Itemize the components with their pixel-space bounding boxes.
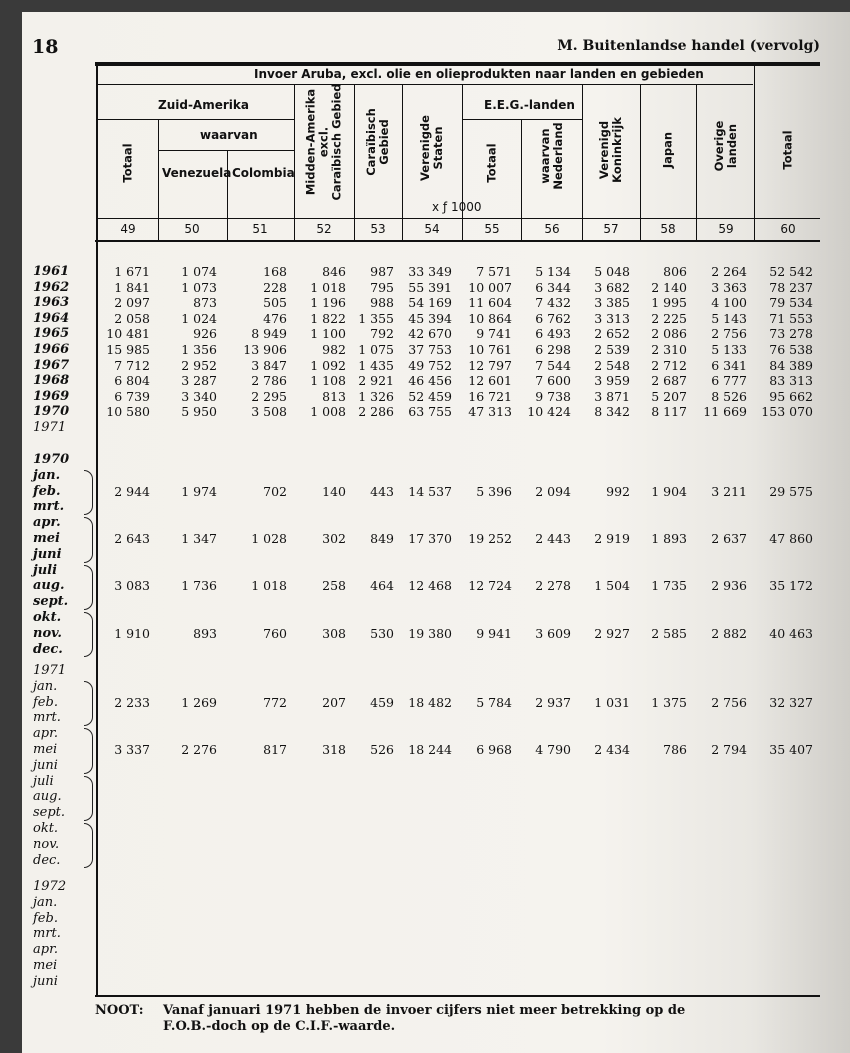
- column-number: 52: [316, 222, 332, 236]
- month-label: jan.: [33, 894, 58, 910]
- page-number: 18: [32, 36, 59, 58]
- table-cell: 3 337: [114, 742, 150, 757]
- table-cell: 3 083: [114, 578, 150, 594]
- table-cell: 3 363: [711, 279, 747, 295]
- month-label: nov.: [33, 625, 62, 641]
- table-cell: 2 233: [114, 694, 150, 710]
- month-label: apr.: [33, 515, 61, 531]
- table-cell: 2 637: [711, 531, 747, 546]
- table-cell: 760: [263, 625, 287, 641]
- note-line-1: Vanaf januari 1971 hebben de invoer cijfers niet meer betrekking op de: [163, 1003, 686, 1018]
- column-number: 58: [660, 222, 676, 236]
- table-cell: 3 847: [251, 357, 287, 373]
- table-cell: 5 133: [711, 342, 747, 357]
- table-cell: 2 937: [535, 694, 571, 710]
- table-cell: 1 904: [651, 483, 687, 499]
- table-cell: 2 756: [711, 694, 747, 710]
- column-number: 49: [120, 222, 136, 236]
- month-label: feb.: [33, 910, 58, 926]
- table-cell: 7 544: [535, 357, 571, 373]
- table-cell: 1 435: [358, 357, 394, 373]
- month-label: juli: [33, 773, 54, 789]
- table-cell: 1 196: [310, 295, 346, 311]
- table-cell: 873: [193, 295, 217, 311]
- table-cell: 2 443: [535, 531, 571, 546]
- col-divider: [696, 84, 697, 242]
- column-number: 60: [780, 222, 796, 236]
- col-divider: [158, 120, 159, 242]
- table-cell: 6 804: [114, 373, 150, 389]
- month-label: okt.: [33, 610, 62, 625]
- table-cell: 2 286: [358, 404, 394, 420]
- table-cell: 3 313: [594, 310, 630, 326]
- table-cell: 1 108: [310, 373, 346, 389]
- col-divider: [521, 120, 522, 242]
- table-cell: 4 100: [711, 295, 747, 311]
- month-label: aug.: [33, 578, 65, 594]
- table-cell: 17 370: [408, 531, 452, 546]
- table-cell: 3 287: [181, 373, 217, 389]
- table-cell: 2 936: [711, 578, 747, 594]
- table-cell: 2 434: [594, 742, 630, 757]
- table-cell: 12 468: [408, 578, 452, 594]
- table-cell: 318: [322, 742, 346, 757]
- title-underline: [98, 84, 753, 85]
- note-label: NOOT:: [95, 1003, 144, 1018]
- column-number: 57: [603, 222, 619, 236]
- year-label: 1971: [33, 663, 67, 678]
- column-number: 55: [484, 222, 500, 236]
- table-cell: 1 910: [114, 625, 150, 641]
- table-cell: 5 784: [476, 694, 512, 710]
- table-cell: 2 539: [594, 342, 630, 357]
- table-cell: 40 463: [769, 625, 813, 641]
- table-cell: 16 721: [468, 388, 512, 404]
- table-cell: 83 313: [769, 373, 813, 389]
- row-label-year: 1969: [33, 388, 70, 404]
- table-cell: 1 822: [310, 310, 346, 326]
- table-cell: 2 952: [181, 357, 217, 373]
- table-cell: 1 269: [181, 694, 217, 710]
- table-cell: 63 755: [408, 404, 452, 420]
- table-cell: 459: [370, 694, 394, 710]
- quarter-brace: [84, 823, 93, 868]
- table-cell: 2 264: [711, 264, 747, 279]
- table-cell: 2 756: [711, 326, 747, 342]
- table-cell: 228: [263, 279, 287, 295]
- table-cell: 49 752: [408, 357, 452, 373]
- table-cell: 6 344: [535, 279, 571, 295]
- table-cell: 1 018: [251, 578, 287, 594]
- table-cell: 1 326: [358, 388, 394, 404]
- table-bottom-rule: [95, 995, 820, 997]
- month-label: juni: [33, 546, 62, 562]
- table-cell: 45 394: [408, 310, 452, 326]
- table-cell: 153 070: [761, 404, 813, 420]
- table-cell: 2 276: [181, 742, 217, 757]
- table-cell: 1 375: [651, 694, 687, 710]
- table-cell: 1 735: [651, 578, 687, 594]
- table-cell: 35 407: [769, 742, 813, 757]
- eeg-underline: [462, 119, 582, 120]
- running-head: M. Buitenlandse handel (vervolg): [557, 38, 820, 54]
- table-cell: 19 252: [468, 531, 512, 546]
- table-cell: 526: [370, 742, 394, 757]
- month-label: mrt.: [33, 710, 61, 726]
- table-cell: 10 481: [106, 326, 150, 342]
- table-cell: 505: [263, 295, 287, 311]
- table-cell: 47 860: [769, 531, 813, 546]
- table-cell: 32 327: [769, 694, 813, 710]
- column-number: 54: [424, 222, 440, 236]
- col-nederland: waarvan Nederland: [538, 122, 565, 190]
- table-cell: 7 571: [476, 264, 512, 279]
- table-cell: 1 075: [358, 342, 394, 357]
- column-number: 56: [544, 222, 560, 236]
- month-label: feb.: [33, 483, 61, 499]
- month-label: mrt.: [33, 926, 61, 942]
- month-label: juni: [33, 973, 58, 989]
- table-cell: 849: [370, 531, 394, 546]
- table-cell: 2 278: [535, 578, 571, 594]
- col-divider: [227, 151, 228, 242]
- row-label-year: 1966: [33, 342, 70, 357]
- table-cell: 6 298: [535, 342, 571, 357]
- table-cell: 6 762: [535, 310, 571, 326]
- table-cell: 987: [370, 264, 394, 279]
- column-number: 50: [184, 222, 200, 236]
- table-cell: 795: [370, 279, 394, 295]
- col-divider: [294, 84, 295, 242]
- table-cell: 786: [663, 742, 687, 757]
- col-divider: [754, 62, 755, 242]
- table-cell: 7 600: [535, 373, 571, 389]
- month-label: dec.: [33, 641, 63, 657]
- table-cell: 12 724: [468, 578, 512, 594]
- table-cell: 1 893: [651, 531, 687, 546]
- month-label: mei: [33, 958, 58, 973]
- table-cell: 5 134: [535, 264, 571, 279]
- stub-divider: [96, 62, 98, 997]
- col-colombia: Colombia: [232, 166, 295, 180]
- table-cell: 15 985: [106, 342, 150, 357]
- month-label: mrt.: [33, 499, 65, 515]
- table-cell: 2 643: [114, 531, 150, 546]
- year-label: 1970: [33, 452, 70, 467]
- table-cell: 2 058: [114, 310, 150, 326]
- col-divider: [354, 84, 355, 242]
- table-cell: 168: [263, 264, 287, 279]
- month-label: nov.: [33, 836, 60, 852]
- column-number: 51: [252, 222, 268, 236]
- row-label-year: 1970: [33, 404, 70, 420]
- table-cell: 2 687: [651, 373, 687, 389]
- month-label: okt.: [33, 821, 59, 836]
- row-label-year: 1967: [33, 357, 70, 373]
- table-cell: 308: [322, 625, 346, 641]
- table-cell: 3 871: [594, 388, 630, 404]
- table-cell: 52 542: [769, 264, 813, 279]
- table-cell: 2 140: [651, 279, 687, 295]
- table-cell: 2 927: [594, 625, 630, 641]
- table-cell: 10 761: [468, 342, 512, 357]
- row-label-year: 1965: [33, 326, 70, 342]
- col-divider: [582, 84, 583, 242]
- table-cell: 3 959: [594, 373, 630, 389]
- table-cell: 10 864: [468, 310, 512, 326]
- col-totaal: Totaal: [780, 130, 795, 170]
- month-label: juni: [33, 757, 58, 773]
- table-cell: 6 777: [711, 373, 747, 389]
- table-cell: 1 995: [651, 295, 687, 311]
- table-cell: 2 295: [251, 388, 287, 404]
- table-cell: 2 225: [651, 310, 687, 326]
- table-cell: 3 211: [711, 483, 747, 499]
- table-cell: 792: [370, 326, 394, 342]
- table-cell: 8 117: [651, 404, 687, 420]
- table-cell: 1 841: [114, 279, 150, 295]
- table-cell: 5 396: [476, 483, 512, 499]
- group-waarvan: waarvan: [200, 128, 258, 142]
- table-cell: 5 950: [181, 404, 217, 420]
- table-cell: 476: [263, 310, 287, 326]
- table-cell: 806: [663, 264, 687, 279]
- table-cell: 1 974: [181, 483, 217, 499]
- table-cell: 1 100: [310, 326, 346, 342]
- row-label-year: 1964: [33, 310, 70, 326]
- col-divider: [462, 84, 463, 242]
- month-label: mei: [33, 531, 60, 546]
- col-caraibisch: Caraïbisch Gebied: [364, 108, 391, 176]
- table-cell: 2 921: [358, 373, 394, 389]
- row-label-year: 1963: [33, 295, 70, 311]
- col-totaal-za: Totaal: [120, 143, 135, 183]
- table-cell: 10 007: [468, 279, 512, 295]
- table-cell: 33 349: [408, 264, 452, 279]
- col-verenigd-koninkrijk: Verenigd Koninkrijk: [597, 117, 624, 183]
- table-top-rule: [95, 62, 820, 66]
- table-cell: 29 575: [769, 483, 813, 499]
- table-cell: 54 169: [408, 295, 452, 311]
- table-cell: 55 391: [408, 279, 452, 295]
- table-cell: 3 340: [181, 388, 217, 404]
- table-cell: 10 424: [527, 404, 571, 420]
- column-number: 59: [718, 222, 734, 236]
- note-line-2: F.O.B.-doch op de C.I.F.-waarde.: [163, 1019, 396, 1034]
- group-zuid-amerika: Zuid-Amerika: [158, 98, 249, 112]
- month-label: dec.: [33, 852, 61, 868]
- table-cell: 13 906: [243, 342, 287, 357]
- table-cell: 926: [193, 326, 217, 342]
- table-cell: 2 548: [594, 357, 630, 373]
- table-cell: 3 508: [251, 404, 287, 420]
- table-cell: 1 024: [181, 310, 217, 326]
- table-cell: 988: [370, 295, 394, 311]
- month-label: sept.: [33, 805, 66, 821]
- table-cell: 10 580: [106, 404, 150, 420]
- table-cell: 1 504: [594, 578, 630, 594]
- col-venezuela: Venezuela: [162, 166, 232, 180]
- table-cell: 2 794: [711, 742, 747, 757]
- month-label: apr.: [33, 726, 58, 742]
- table-cell: 52 459: [408, 388, 452, 404]
- month-label: feb.: [33, 694, 58, 710]
- table-cell: 8 342: [594, 404, 630, 420]
- table-cell: 2 094: [535, 483, 571, 499]
- month-label: jan.: [33, 467, 61, 483]
- table-cell: 140: [322, 483, 346, 499]
- table-cell: 5 048: [594, 264, 630, 279]
- table-cell: 78 237: [769, 279, 813, 295]
- table-cell: 530: [370, 625, 394, 641]
- table-cell: 79 534: [769, 295, 813, 311]
- table-cell: 1 018: [310, 279, 346, 295]
- table-cell: 12 797: [468, 357, 512, 373]
- table-cell: 1 356: [181, 342, 217, 357]
- row-label-year: 1968: [33, 373, 70, 389]
- table-title: Invoer Aruba, excl. olie en olieprodukten naar landen en gebieden: [254, 67, 704, 81]
- table-cell: 1 074: [181, 264, 217, 279]
- table-cell: 5 143: [711, 310, 747, 326]
- table-cell: 7 712: [114, 357, 150, 373]
- table-cell: 18 244: [408, 742, 452, 757]
- table-cell: 46 456: [408, 373, 452, 389]
- table-cell: 3 682: [594, 279, 630, 295]
- table-cell: 47 313: [468, 404, 512, 420]
- table-cell: 893: [193, 625, 217, 641]
- table-cell: 2 585: [651, 625, 687, 641]
- table-cell: 37 753: [408, 342, 452, 357]
- table-cell: 11 604: [468, 295, 512, 311]
- month-label: mei: [33, 742, 58, 757]
- table-cell: 2 712: [651, 357, 687, 373]
- table-cell: 35 172: [769, 578, 813, 594]
- table-cell: 1 028: [251, 531, 287, 546]
- table-cell: 464: [370, 578, 394, 594]
- table-cell: 2 097: [114, 295, 150, 311]
- table-cell: 6 968: [476, 742, 512, 757]
- col-divider: [640, 84, 641, 242]
- month-label: juli: [33, 562, 58, 578]
- group-eeg: E.E.G.-landen: [484, 98, 575, 112]
- waarvan-underline: [158, 150, 294, 151]
- column-number: 53: [370, 222, 386, 236]
- table-cell: 1 092: [310, 357, 346, 373]
- table-cell: 4 790: [535, 742, 571, 757]
- table-cell: 84 389: [769, 357, 813, 373]
- month-label: apr.: [33, 942, 58, 958]
- table-cell: 1 031: [594, 694, 630, 710]
- table-cell: 6 739: [114, 388, 150, 404]
- table-cell: 443: [370, 483, 394, 499]
- month-label: aug.: [33, 789, 62, 805]
- table-cell: 6 341: [711, 357, 747, 373]
- year-label: 1972: [33, 879, 67, 894]
- table-cell: 9 738: [535, 388, 571, 404]
- table-cell: 73 278: [769, 326, 813, 342]
- table-cell: 3 385: [594, 295, 630, 311]
- table-cell: 992: [606, 483, 630, 499]
- col-midden-amerika: Midden-Amerika excl. Caraïbisch Gebied: [303, 83, 344, 201]
- table-cell: 2 786: [251, 373, 287, 389]
- col-overige-landen: Overige landen: [712, 120, 739, 172]
- table-cell: 12 601: [468, 373, 512, 389]
- table-cell: 1 347: [181, 531, 217, 546]
- table-cell: 302: [322, 531, 346, 546]
- table-cell: 9 741: [476, 326, 512, 342]
- za-underline: [98, 119, 294, 120]
- table-cell: 8 949: [251, 326, 287, 342]
- table-cell: 1 355: [358, 310, 394, 326]
- table-cell: 5 207: [651, 388, 687, 404]
- header-bottom-rule: [95, 240, 820, 242]
- row-label-year: 1961: [33, 264, 70, 279]
- table-cell: 6 493: [535, 326, 571, 342]
- table-cell: 18 482: [408, 694, 452, 710]
- col-totaal-eeg: Totaal: [484, 143, 499, 183]
- table-cell: 2 944: [114, 483, 150, 499]
- colnum-top-rule: [98, 218, 820, 219]
- table-cell: 813: [322, 388, 346, 404]
- table-cell: 7 432: [535, 295, 571, 311]
- table-cell: 207: [322, 694, 346, 710]
- table-cell: 3 609: [535, 625, 571, 641]
- table-cell: 95 662: [769, 388, 813, 404]
- quarter-brace: [84, 776, 93, 821]
- table-cell: 11 669: [703, 404, 747, 420]
- row-label-year: 1971: [33, 420, 67, 435]
- table-cell: 1 671: [114, 264, 150, 279]
- col-japan: Japan: [660, 131, 675, 169]
- month-label: jan.: [33, 678, 58, 694]
- table-cell: 1 008: [310, 404, 346, 420]
- table-cell: 1 736: [181, 578, 217, 594]
- table-cell: 19 380: [408, 625, 452, 641]
- table-cell: 71 553: [769, 310, 813, 326]
- table-cell: 2 882: [711, 625, 747, 641]
- table-cell: 14 537: [408, 483, 452, 499]
- table-cell: 772: [263, 694, 287, 710]
- table-cell: 76 538: [769, 342, 813, 357]
- col-verenigde-staten: Verenigde Staten: [418, 115, 445, 181]
- table-cell: 9 941: [476, 625, 512, 641]
- row-label-year: 1962: [33, 279, 70, 295]
- unit-label: x ƒ 1000: [432, 200, 482, 214]
- table-cell: 702: [263, 483, 287, 499]
- table-cell: 2 919: [594, 531, 630, 546]
- col-divider: [402, 84, 403, 242]
- table-cell: 258: [322, 578, 346, 594]
- table-cell: 982: [322, 342, 346, 357]
- table-cell: 42 670: [408, 326, 452, 342]
- table-cell: 2 652: [594, 326, 630, 342]
- table-cell: 2 310: [651, 342, 687, 357]
- month-label: sept.: [33, 594, 69, 610]
- table-cell: 2 086: [651, 326, 687, 342]
- table-cell: 1 073: [181, 279, 217, 295]
- table-cell: 817: [263, 742, 287, 757]
- table-cell: 8 526: [711, 388, 747, 404]
- table-cell: 846: [322, 264, 346, 279]
